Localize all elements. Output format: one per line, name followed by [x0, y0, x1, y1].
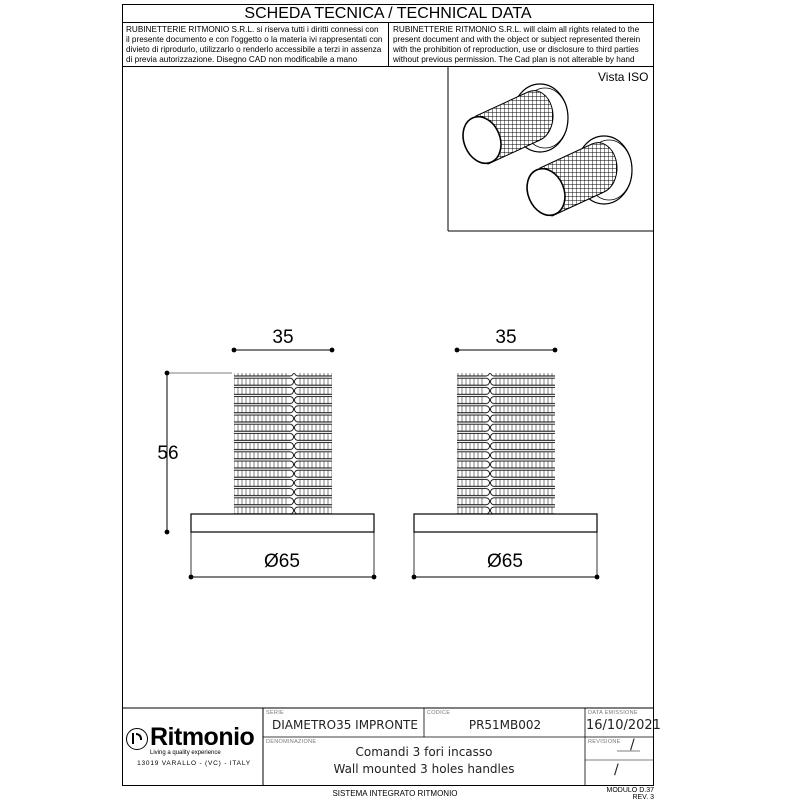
sistema-footer: SISTEMA INTEGRATO RITMONIO: [332, 789, 458, 798]
iso-view-label: Vista ISO: [598, 70, 649, 84]
revisione-value-1: /: [630, 737, 635, 753]
modulo-footer: MODULO D.37 REV. 3: [606, 787, 654, 801]
logo-tagline: Living a quality experience: [150, 750, 221, 756]
left-height-dimension: 56: [157, 443, 179, 464]
right-handle-elevation: [412, 348, 600, 580]
denominazione-english: Wall mounted 3 holes handles: [333, 762, 515, 776]
left-base-diameter: Ø65: [264, 551, 300, 572]
left-handle-elevation: [165, 348, 377, 580]
serie-label: SERIE: [266, 710, 285, 716]
data-emissione-value: 16/10/2021: [586, 718, 661, 733]
iso-handle-top: [456, 84, 568, 169]
revisione-value-2: /: [614, 762, 619, 778]
codice-value: PR51MB002: [468, 718, 542, 732]
sheet-title: SCHEDA TECNICA / TECHNICAL DATA: [122, 4, 654, 23]
left-width-dimension: 35: [272, 327, 294, 348]
logo-address: 13019 VARALLO - (VC) - ITALY: [137, 760, 251, 767]
copyright-notice-english: RUBINETTERIE RITMONIO S.R.L. will claim all rights related to the present document and with the object or subject represented therein with the prohibition of reproduction, use or disclosure to third parties without previous permission. The Cad plan is not alterable by hand: [389, 23, 654, 67]
right-width-dimension: 35: [495, 327, 517, 348]
serie-value: DIAMETRO35 IMPRONTE: [272, 718, 418, 732]
copyright-notice-italian: RUBINETTERIE RITMONIO S.R.L. si riserva tutti i diritti connessi con il presente documento e con l'oggetto o la materia ivi rappresentati con divieto di riprodurlo, utilizzarlo o renderlo accessibile a terzi in assenza di previa autorizzazione. Disegno CAD non modificabile a mano: [122, 23, 389, 67]
right-base-diameter: Ø65: [487, 551, 523, 572]
denominazione-italian: Comandi 3 fori incasso: [355, 745, 493, 759]
logo-name: Ritmonio: [150, 723, 255, 751]
data-emissione-label: DATA EMISSIONE: [588, 710, 638, 716]
ritmonio-logo-icon: [126, 728, 148, 750]
revisione-label: REVISIONE: [588, 739, 621, 745]
denominazione-label: DENOMINAZIONE: [266, 739, 317, 745]
codice-label: CODICE: [427, 710, 451, 716]
